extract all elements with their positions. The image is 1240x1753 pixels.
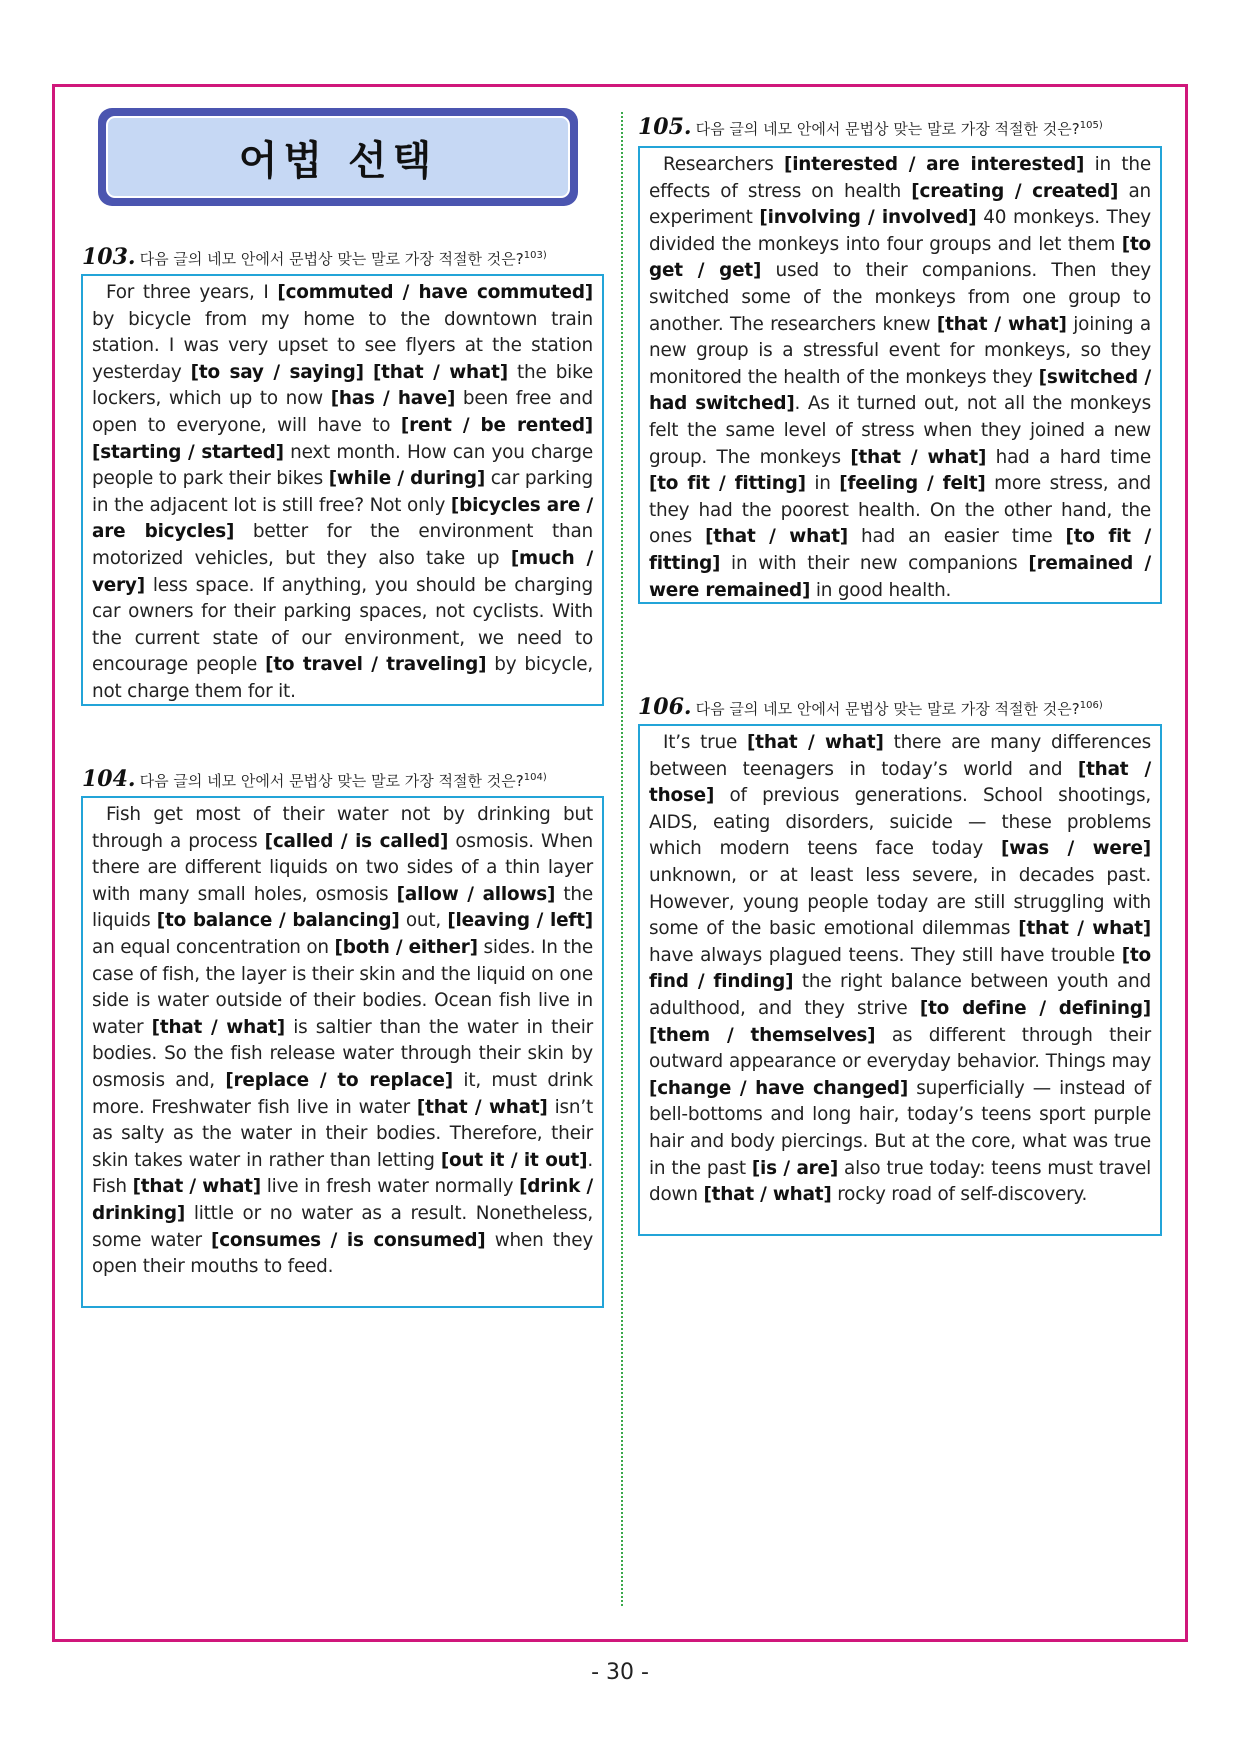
question-header-105 <box>638 114 1103 140</box>
choice-bracket: [replace / to replace] <box>225 1069 453 1091</box>
choice-bracket: [to fit / fitting] <box>649 526 1151 574</box>
choice-bracket: [allow / allows] <box>396 883 556 905</box>
page-number: - 30 - <box>591 1660 649 1685</box>
passage-text: Researchers [interested / are interested] in the effects of stress on health [creating / created] an experiment [involving / involved] 40 monkeys. They divided the monkeys into four groups and let them [to get / get] used to their companions. Then they switched some of the monkeys from one group to another. The researchers knew [that / what] joining a new group is a stressful event for monkeys, so they monitored the health of the monkeys they [switched / had switched]. As it turned out, not all the monkeys felt the same level of stress when they joined a new group. The monkeys [that / what] had a hard time [to fit / fitting] in [feeling / felt] more stress, and they had the poorest health. On the other hand, the ones [that / what] had an easier time [to fit / fitting] in with their new companions [remained / were remained] in good health. <box>649 154 1152 601</box>
choice-bracket: [that / what] <box>705 526 848 548</box>
choice-bracket: [to find / finding] <box>649 944 1151 993</box>
question-prompt: 다음 글의 네모 안에서 문법상 맞는 말로 가장 적절한 것은? <box>139 772 524 790</box>
choice-bracket: [feeling / felt] <box>839 473 986 495</box>
choice-bracket: [both / either] <box>334 936 478 958</box>
choice-bracket: [consumes / is consumed] <box>211 1229 486 1251</box>
choice-bracket: [is / are] <box>751 1157 839 1179</box>
question-number: 105. <box>638 114 692 140</box>
choice-bracket: [rent / be rented] <box>400 414 594 436</box>
footnote-ref: 104) <box>523 772 547 783</box>
question-number: 106. <box>638 694 692 720</box>
choice-bracket: [that / those] <box>649 758 1151 807</box>
choice-bracket: [that / what] <box>151 1016 285 1038</box>
passage-box-105 <box>638 146 1162 604</box>
section-title-banner <box>98 108 578 206</box>
choice-bracket: [that / what] <box>372 361 508 383</box>
choice-bracket: [bicycles are / are bicycles] <box>92 494 593 543</box>
footnote-ref: 105) <box>1079 120 1103 131</box>
footnote-ref: 103) <box>523 250 547 261</box>
choice-bracket: [to fit / fitting] <box>649 473 806 495</box>
choice-bracket: [that / what] <box>1018 918 1151 940</box>
choice-bracket: [switched / had switched] <box>649 366 1151 415</box>
choice-bracket: [has / have] <box>330 388 456 410</box>
question-prompt: 다음 글의 네모 안에서 문법상 맞는 말로 가장 적절한 것은? <box>695 120 1080 138</box>
choice-bracket: [was / were] <box>1001 838 1151 860</box>
question-prompt: 다음 글의 네모 안에서 문법상 맞는 말로 가장 적절한 것은? <box>695 700 1080 718</box>
choice-bracket: [creating / created] <box>911 180 1119 202</box>
question-prompt: 다음 글의 네모 안에서 문법상 맞는 말로 가장 적절한 것은? <box>139 250 524 268</box>
choice-bracket: [to get / get] <box>649 233 1151 282</box>
question-number: 104. <box>82 766 136 792</box>
choice-bracket: [to travel / traveling] <box>265 654 487 676</box>
section-title: 어법 선택 <box>238 137 438 184</box>
choice-bracket: [drink / drinking] <box>92 1176 594 1224</box>
choice-bracket: [that / what] <box>747 732 884 753</box>
choice-bracket: [leaving / left] <box>447 910 593 932</box>
question-header-106 <box>638 694 1103 720</box>
choice-bracket: [interested / are interested] <box>784 154 1085 175</box>
choice-bracket: [change / have changed] <box>649 1077 909 1099</box>
footnote-ref: 106) <box>1079 700 1103 711</box>
choice-bracket: [remained / were remained] <box>649 552 1151 601</box>
question-header-104 <box>82 766 547 792</box>
choice-bracket: [much / very] <box>92 547 594 596</box>
choice-bracket: [that / what] <box>703 1184 832 1206</box>
choice-bracket: [that / what] <box>850 446 987 468</box>
choice-bracket: [to balance / balancing] <box>156 910 400 932</box>
passage-box-106 <box>638 724 1162 1236</box>
choice-bracket: [to define / defining] <box>919 997 1151 1019</box>
choice-bracket: [out it / it out] <box>440 1149 588 1171</box>
choice-bracket: [starting / started] <box>92 441 284 463</box>
choice-bracket: [involving / involved] <box>759 207 977 229</box>
choice-bracket: [to say / saying] <box>190 361 364 383</box>
choice-bracket: [them / themselves] <box>649 1024 876 1046</box>
choice-bracket: [that / what] <box>416 1096 548 1118</box>
choice-bracket: [that / what] <box>132 1176 261 1198</box>
section-title-inner <box>106 116 570 198</box>
choice-bracket: [while / during] <box>328 468 486 490</box>
passage-box-104 <box>81 796 604 1308</box>
passage-text: It’s true [that / what] there are many differences between teenagers in today’s world and [that / those] of previous generations. School shootings, AIDS, eating disorders, suicide — these problems which modern teens face today [was / were] unknown, or at least less severe, in decades past. However, young people today are still struggling with some of the basic emotional dilemmas [that / what] have always plagued teens. They still have trouble [to find / finding] the right balance between youth and adulthood, and they strive [to define / defining] [them / themselves] as different through their outward appearance or everyday behavior. Things may [change / have changed] superficially — instead of bell-bottoms and long hair, today’s teens sport purple hair and body piercings. But at the core, what was true in the past [is / are] also true today: teens must travel down [that / what] rocky road of self-discovery. <box>649 732 1152 1206</box>
column-divider <box>621 112 623 1606</box>
passage-text: Fish get most of their water not by drinking but through a process [called / is called] osmosis. When there are different liquids on two sides of a thin layer with many small holes, osmosis [allow / allows] the liquids [to balance / balancing] out, [leaving / left] an equal concentration on [both / either] sides. In the case of fish, the layer is their skin and the liquid on one side is water outside of their bodies. Ocean fish live in water [that / what] is saltier than the water in their bodies. So the fish release water through their skin by osmosis and, [replace / to replace] it, must drink more. Freshwater fish live in water [that / what] isn’t as salty as the water in their bodies. Therefore, their skin takes water in rather than letting [out it / it out]. Fish [that / what] live in fresh water normally [drink / drinking] little or no water as a result. Nonetheless, some water [consumes / is consumed] when they open their mouths to feed. <box>92 804 594 1278</box>
passage-box-103 <box>81 274 604 706</box>
choice-bracket: [that / what] <box>936 313 1067 335</box>
passage-text: For three years, I [commuted / have commuted] by bicycle from my home to the downtown train station. I was very upset to see flyers at the station yesterday [to say / saying] [that / what] the bike lockers, which up to now [has / have] been free and open to everyone, will have to [rent / be rented] [starting / started] next month. How can you charge people to park their bikes [while / during] car parking in the adjacent lot is still free? Not only [bicycles are / are bicycles] better for the environment than motorized vehicles, but they also take up [much / very] less space. If anything, you should be charging car owners for their parking spaces, not cyclists. With the current state of our environment, we need to encourage people [to travel / traveling] by bicycle, not charge them for it. <box>92 282 594 702</box>
question-number: 103. <box>82 244 136 270</box>
choice-bracket: [commuted / have commuted] <box>277 282 593 303</box>
question-header-103 <box>82 244 547 270</box>
choice-bracket: [called / is called] <box>264 830 449 852</box>
